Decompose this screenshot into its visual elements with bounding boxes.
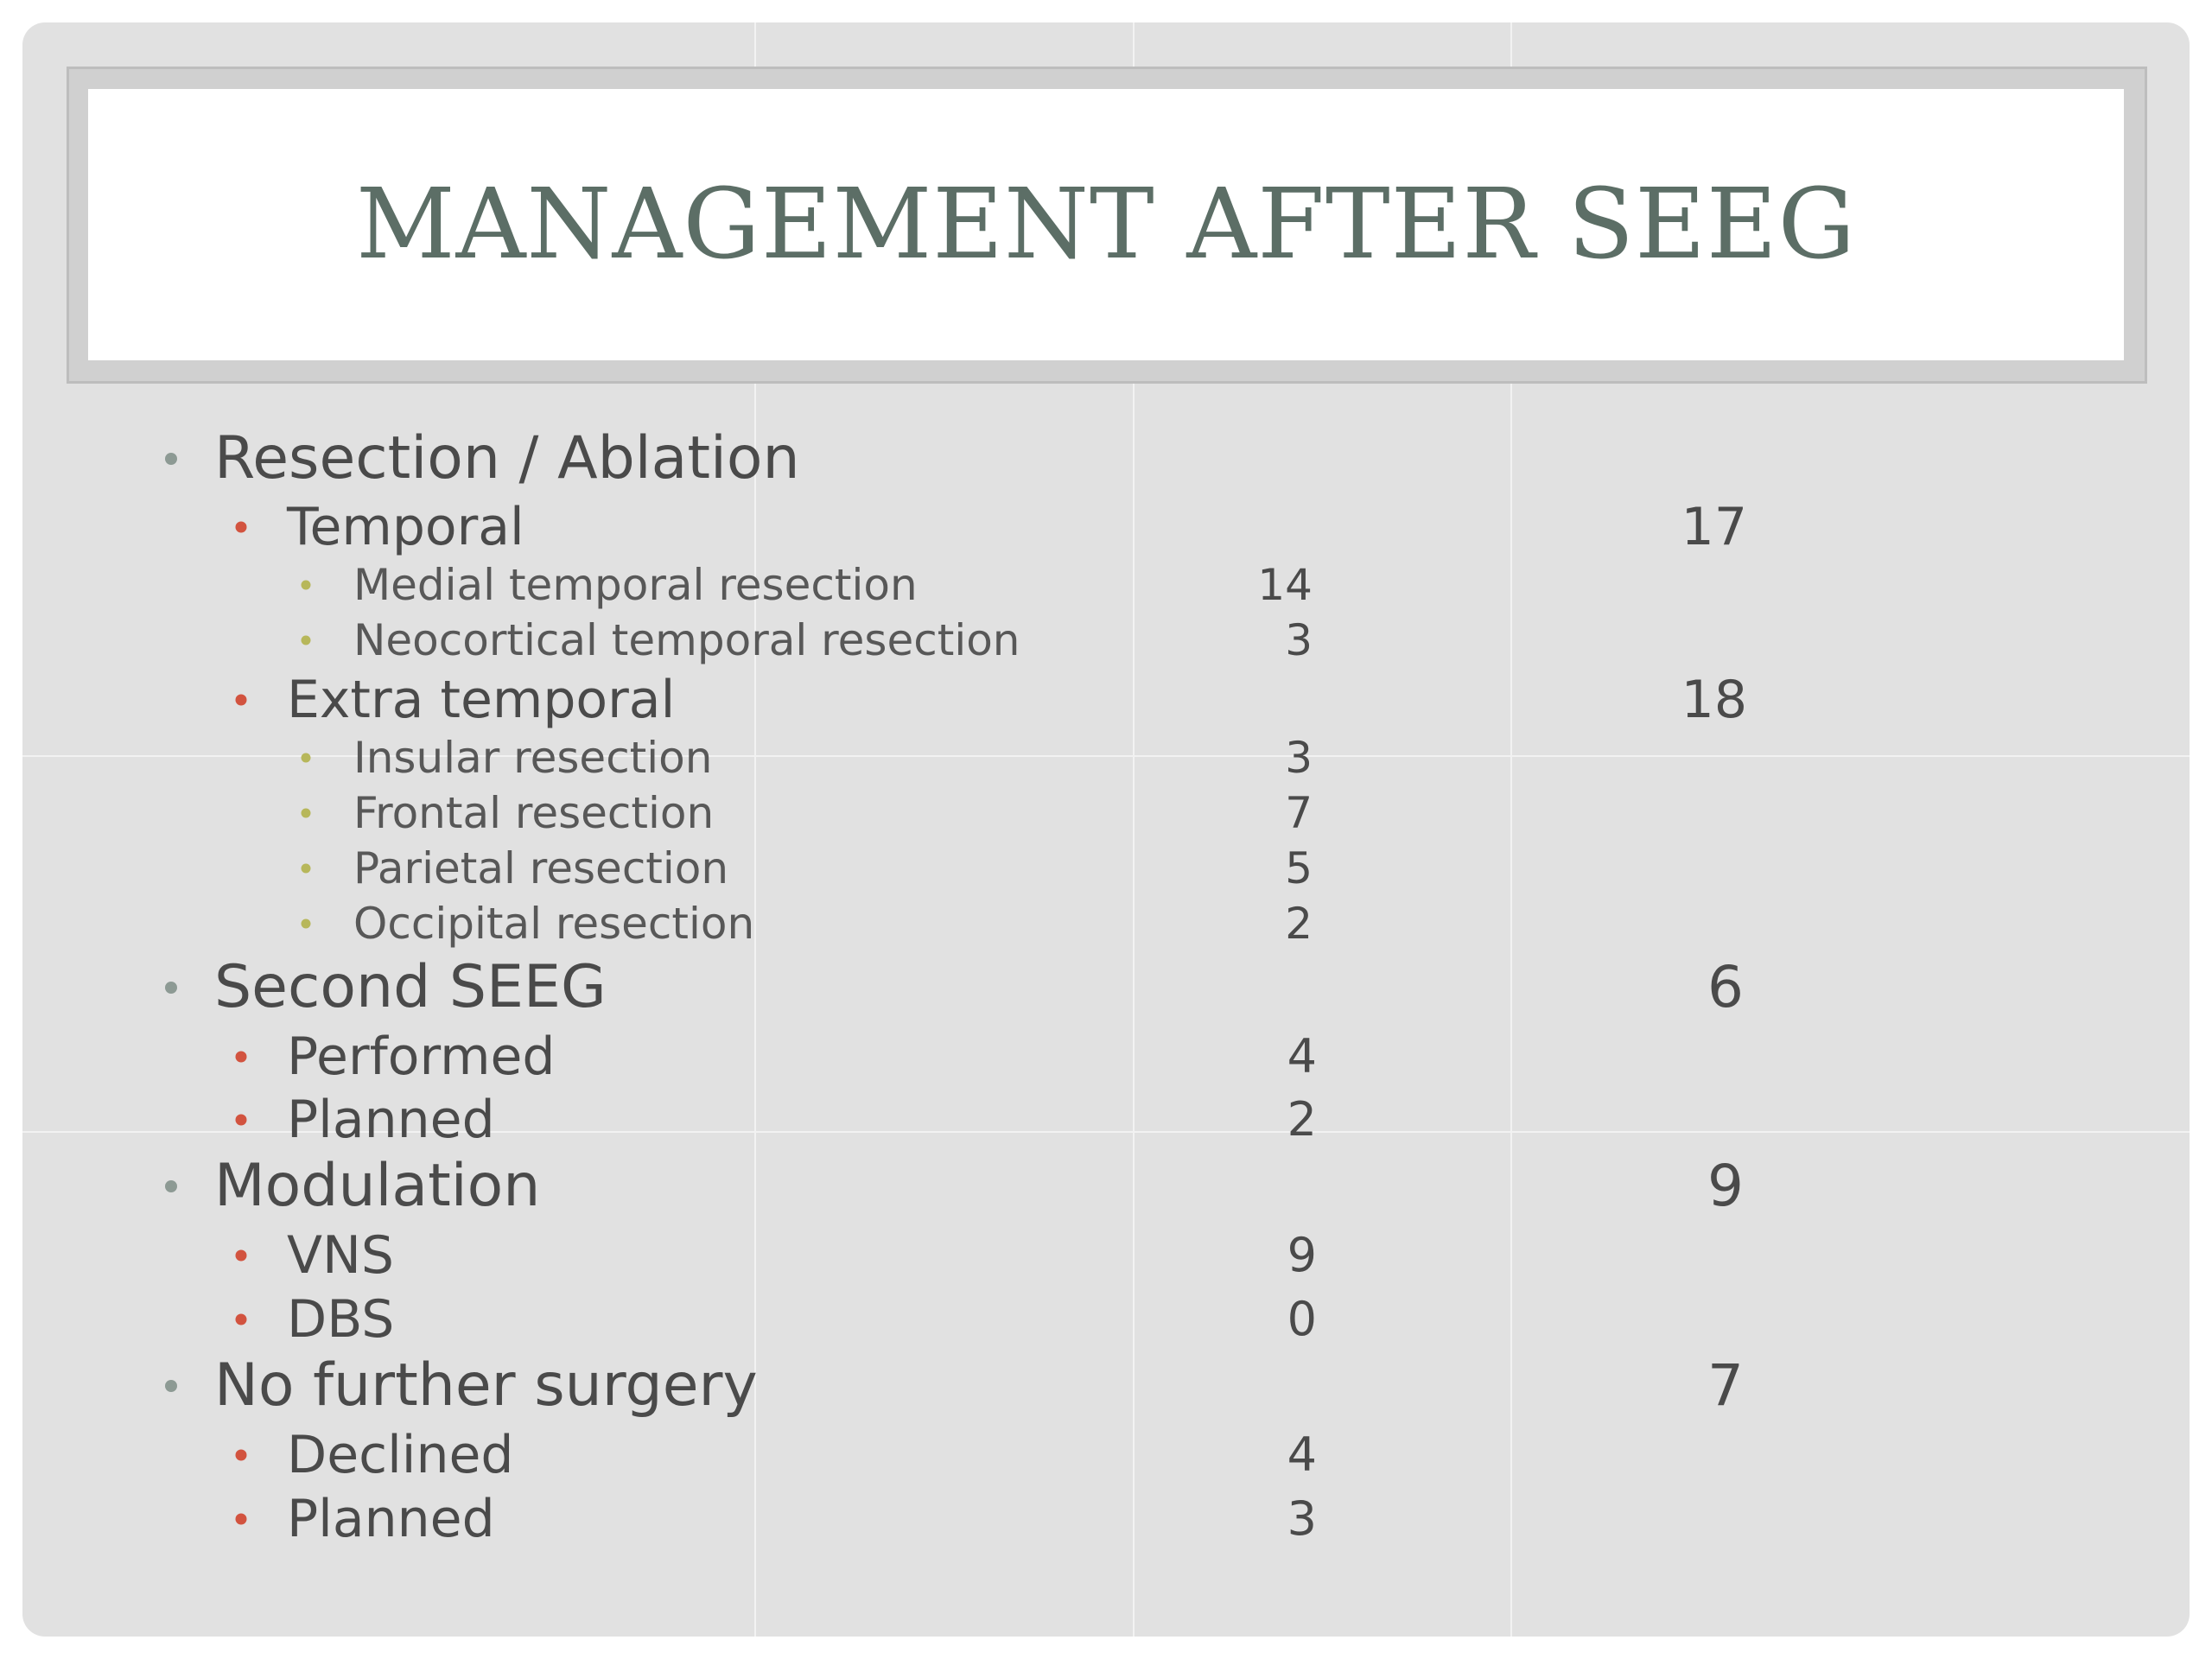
item-label: Parietal resection: [353, 843, 729, 893]
sub-value: 2: [1287, 1092, 1317, 1147]
item-label: Modulation: [214, 1152, 541, 1220]
total-value: 7: [1707, 1352, 1744, 1419]
sub-value: 5: [1285, 843, 1313, 893]
bullet-icon: [302, 636, 311, 645]
title-box: [88, 89, 2124, 360]
sub-value: 4: [1287, 1029, 1317, 1084]
bullet-icon: [236, 1052, 247, 1063]
bullet-icon: [302, 864, 311, 874]
list-item: [22, 1425, 2190, 1485]
sub-value: 7: [1285, 788, 1313, 838]
slide: [22, 22, 2190, 1637]
list-item: [22, 1152, 2190, 1220]
sub-value: 3: [1285, 733, 1313, 783]
list-item: [22, 1027, 2190, 1087]
list-item: [22, 497, 2190, 557]
item-label: Performed: [287, 1027, 556, 1087]
sub-value: 9: [1287, 1228, 1317, 1282]
sub-value: 2: [1285, 899, 1313, 949]
item-label: Frontal resection: [353, 788, 715, 838]
total-value: 17: [1681, 497, 1747, 557]
list-item: [22, 1489, 2190, 1549]
bullet-icon: [236, 1314, 247, 1325]
item-label: Planned: [287, 1489, 495, 1549]
bullet-icon: [165, 1380, 177, 1392]
sub-value: 0: [1287, 1292, 1317, 1346]
list-item: [22, 893, 2190, 954]
list-item: [22, 670, 2190, 730]
bullet-icon: [236, 522, 247, 533]
total-value: 6: [1707, 954, 1744, 1020]
bullet-icon: [236, 1514, 247, 1525]
bullet-icon: [302, 919, 311, 929]
bullet-icon: [236, 1115, 247, 1126]
list-item: [22, 555, 2190, 615]
list-item: [22, 424, 2190, 493]
total-value: 18: [1681, 670, 1747, 730]
item-label: Occipital resection: [353, 899, 755, 949]
bullet-icon: [302, 809, 311, 818]
item-label: Extra temporal: [287, 670, 676, 730]
sub-value: 3: [1287, 1491, 1317, 1546]
item-label: Planned: [287, 1090, 495, 1150]
bullet-icon: [236, 1450, 247, 1461]
item-label: VNS: [287, 1225, 395, 1286]
list-item: [22, 1090, 2190, 1150]
item-label: Temporal: [287, 497, 524, 557]
bullet-icon: [165, 1180, 177, 1192]
sub-value: 3: [1285, 615, 1313, 665]
bullet-icon: [236, 695, 247, 706]
slide-title: MANAGEMENT AFTER SEEG: [355, 168, 1857, 281]
list-item: [22, 1351, 2190, 1420]
total-value: 9: [1707, 1153, 1744, 1219]
list-item: [22, 728, 2190, 788]
list-item: [22, 783, 2190, 843]
list-item: [22, 838, 2190, 899]
item-label: Insular resection: [353, 733, 713, 783]
bullet-icon: [302, 753, 311, 763]
item-label: Declined: [287, 1425, 514, 1485]
bullet-icon: [302, 581, 311, 590]
item-label: Resection / Ablation: [214, 424, 800, 493]
bullet-icon: [236, 1250, 247, 1262]
item-label: No further surgery: [214, 1351, 758, 1420]
list-item: [22, 953, 2190, 1021]
item-label: DBS: [287, 1289, 395, 1350]
list-item: [22, 1289, 2190, 1350]
item-label: Neocortical temporal resection: [353, 615, 1020, 665]
list-item: [22, 1225, 2190, 1286]
bullet-icon: [165, 453, 177, 465]
list-item: [22, 610, 2190, 671]
bullet-icon: [165, 982, 177, 994]
item-label: Medial temporal resection: [353, 560, 918, 610]
sub-value: 14: [1257, 560, 1313, 610]
item-label: Second SEEG: [214, 953, 607, 1021]
sub-value: 4: [1287, 1427, 1317, 1482]
